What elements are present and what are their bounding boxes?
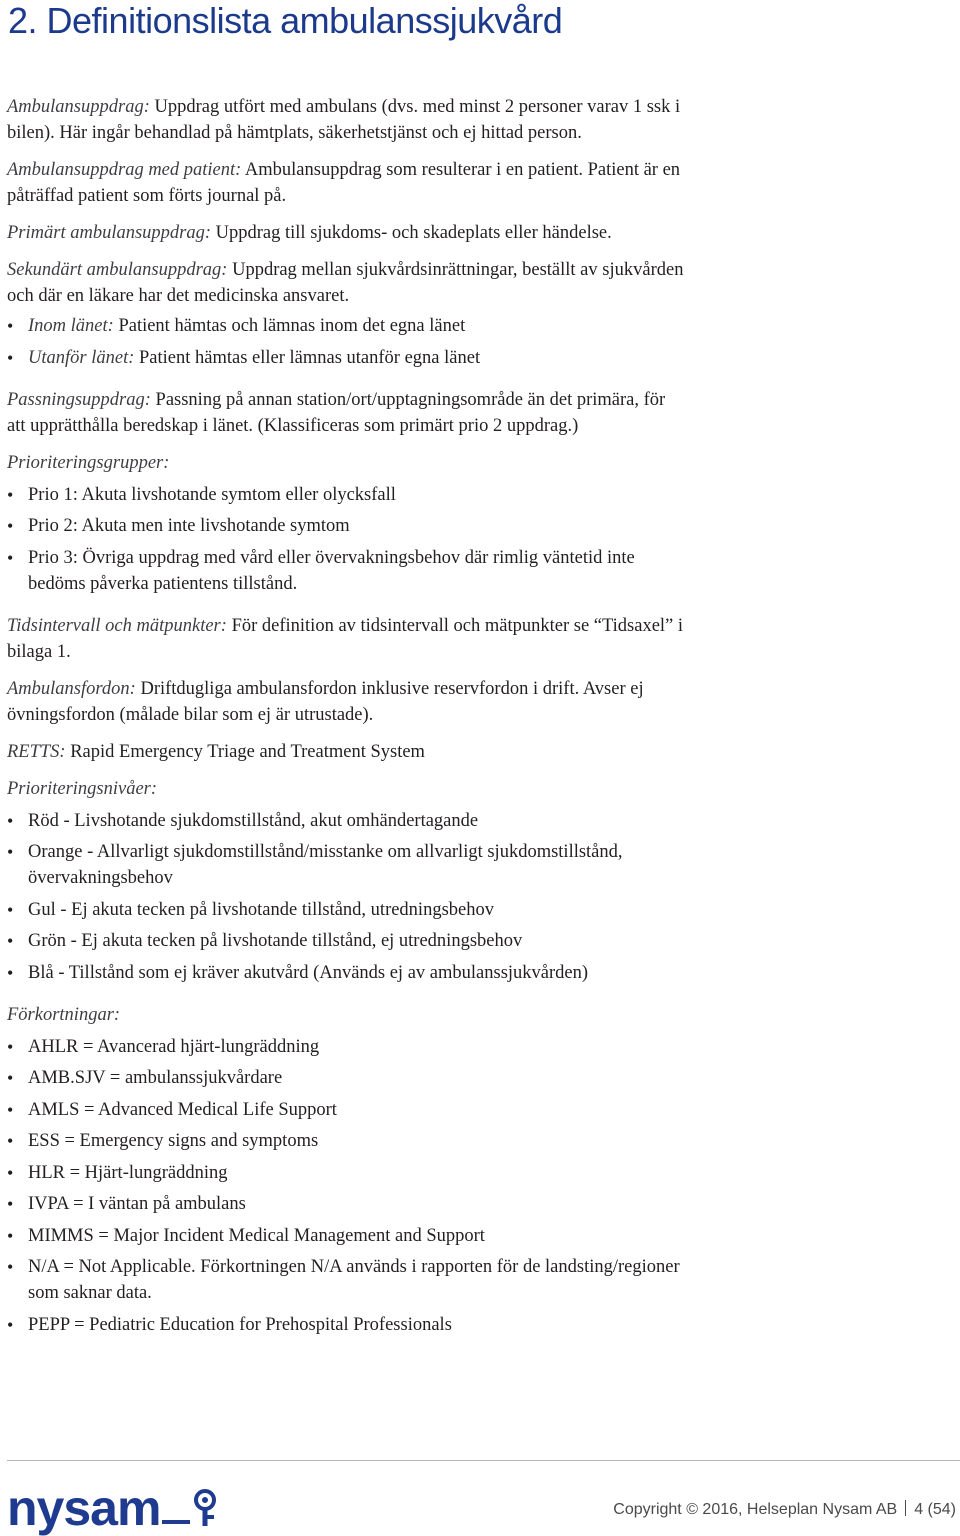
list-item: • ESS = Emergency signs and symptoms <box>7 1128 687 1154</box>
def-passningsuppdrag <box>7 387 687 439</box>
list-item: • AHLR = Avancerad hjärt-lungräddning <box>7 1034 687 1060</box>
term: Passningsuppdrag: <box>7 389 151 410</box>
term: RETTS: <box>7 741 66 762</box>
term: Primärt ambulansuppdrag: <box>7 223 212 243</box>
list-item: • Prio 2: Akuta men inte livshotande symtom <box>7 513 687 539</box>
term: Tidsintervall och mätpunkter: <box>7 615 227 636</box>
list-item: • Röd - Livshotande sjukdomstillstånd, akut omhändertagande <box>7 808 687 834</box>
footer-divider <box>7 1460 960 1461</box>
list-item: • Grön - Ej akuta tecken på livshotande tillstånd, ej utredningsbehov <box>7 928 687 954</box>
footer-copyright <box>613 1500 956 1519</box>
definition: Rapid Emergency Triage and Treatment System <box>65 741 425 762</box>
term: Inom länet: <box>28 316 114 336</box>
term: Ambulansfordon: <box>7 678 136 699</box>
nivaer-list <box>7 808 687 986</box>
list-item: • Blå - Tillstånd som ej kräver akutvård (Används ej av ambulanssjukvården) <box>7 960 687 986</box>
list-item <box>7 313 687 339</box>
def-primart-ambulansuppdrag <box>7 220 687 246</box>
def-retts <box>7 739 687 765</box>
term: Utanför länet: <box>28 347 135 368</box>
list-item: • IVPA = I väntan på ambulans <box>7 1191 687 1217</box>
definition: Uppdrag mellan sjukvårdsinrättningar, beställt av sjukvården och där en läkare har det medicinska ansvaret. <box>7 260 684 306</box>
list-item: • Orange - Allvarligt sjukdomstillstånd/misstanke om allvarligt sjukdomstillstånd, övervakningsbehov <box>7 839 687 891</box>
copyright-text: Copyright © 2016, Helseplan Nysam AB <box>613 1501 898 1518</box>
prio-list <box>7 482 687 597</box>
def-ambulansfordon <box>7 676 687 728</box>
term: Ambulansuppdrag: <box>7 97 150 117</box>
term: Sekundärt ambulansuppdrag: <box>7 260 228 280</box>
definition-list <box>7 94 687 1343</box>
keyhole-icon <box>192 1488 218 1528</box>
def-sekundart-ambulansuppdrag <box>7 257 687 309</box>
list-item: • MIMMS = Major Incident Medical Management and Support <box>7 1223 687 1249</box>
forkortningar-heading: Förkortningar: <box>7 1004 121 1025</box>
nysam-logo <box>7 1478 218 1536</box>
definition: Passning på annan station/ort/upptagningsområde än det primära, för att upprätthålla beredskap i länet. (Klassificeras som primärt prio 2 uppdrag.) <box>7 389 666 436</box>
list-item <box>7 345 687 371</box>
definition: Driftdugliga ambulansfordon inklusive reservfordon i drift. Avser ej övningsfordon (målade bilar som ej är utrustade). <box>7 678 644 725</box>
definition: Uppdrag till sjukdoms- och skadeplats eller händelse. <box>211 223 612 243</box>
def-ambulansuppdrag <box>7 94 687 146</box>
logo-text: nysam <box>7 1480 161 1536</box>
definition: För definition av tidsintervall och mätpunkter se “Tidsaxel” i bilaga 1. <box>7 615 684 662</box>
def-tidsintervall <box>7 613 687 665</box>
sekundart-list <box>7 313 687 371</box>
list-item: • N/A = Not Applicable. Förkortningen N/A används i rapporten för de landsting/regioner som saknar data. <box>7 1254 687 1306</box>
list-item: • HLR = Hjärt-lungräddning <box>7 1160 687 1186</box>
nivaer-heading: Prioriteringsnivåer: <box>7 778 158 799</box>
term: Ambulansuppdrag med patient: <box>7 160 242 180</box>
forkortningar-list <box>7 1034 687 1338</box>
list-item: • Prio 1: Akuta livshotande symtom eller olycksfall <box>7 482 687 508</box>
definition: Uppdrag utfört med ambulans (dvs. med minst 2 personer varav 1 ssk i bilen). Här ingår behandlad på hämtplats, säkerhetstjänst och ej hittad person. <box>7 97 681 143</box>
list-item: • Prio 3: Övriga uppdrag med vård eller övervakningsbehov där rimlig väntetid inte bedöms påverka patientens tillstånd. <box>7 545 687 597</box>
divider <box>905 1500 906 1516</box>
page-title: 2. Definitionslista ambulanssjukvård <box>8 0 563 41</box>
list-item: • PEPP = Pediatric Education for Prehospital Professionals <box>7 1312 687 1338</box>
page-number: 4 (54) <box>914 1501 956 1518</box>
list-item: • AMLS = Advanced Medical Life Support <box>7 1097 687 1123</box>
list-item: • AMB.SJV = ambulanssjukvårdare <box>7 1065 687 1091</box>
def-ambulansuppdrag-med-patient <box>7 157 687 209</box>
definition: Ambulansuppdrag som resulterar i en patient. Patient är en påträffad patient som förts journal på. <box>7 160 681 206</box>
definition: Patient hämtas och lämnas inom det egna länet <box>113 316 466 336</box>
list-item: • Gul - Ej akuta tecken på livshotande tillstånd, utredningsbehov <box>7 897 687 923</box>
definition: Patient hämtas eller lämnas utanför egna länet <box>134 347 481 368</box>
prio-heading: Prioriteringsgrupper: <box>7 452 170 473</box>
logo-underline <box>162 1520 190 1524</box>
